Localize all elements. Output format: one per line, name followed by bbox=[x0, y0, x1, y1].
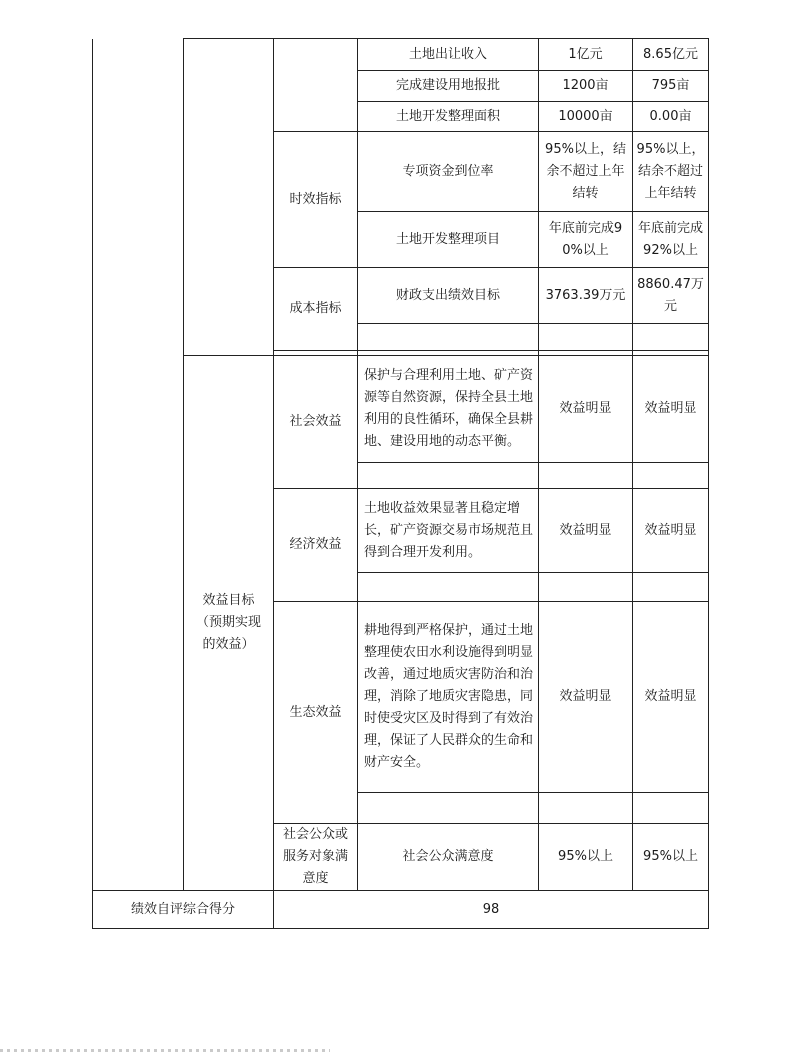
quantity-indicator-cell bbox=[274, 39, 358, 132]
actual-cell: 效益明显 bbox=[633, 356, 709, 463]
empty-cell bbox=[358, 793, 539, 824]
actual-cell: 0.00亩 bbox=[633, 102, 709, 132]
target-cell: 95%以上 bbox=[539, 824, 633, 891]
indicator-cell: 专项资金到位率 bbox=[358, 132, 539, 212]
target-cell: 效益明显 bbox=[539, 602, 633, 793]
cost-label: 成本指标 bbox=[274, 268, 358, 351]
table-row bbox=[93, 39, 709, 71]
indicator-cell: 财政支出绩效目标 bbox=[358, 268, 539, 324]
target-cell: 1亿元 bbox=[539, 39, 633, 71]
empty-cell bbox=[358, 573, 539, 602]
empty-cell bbox=[358, 463, 539, 489]
target-cell: 效益明显 bbox=[539, 489, 633, 573]
output-goal-cell bbox=[184, 39, 274, 356]
score-value: 98 bbox=[274, 891, 709, 929]
target-cell: 1200亩 bbox=[539, 71, 633, 102]
social-benefit-label: 社会效益 bbox=[274, 356, 358, 489]
actual-cell: 95%以上，结余不超过上年结转 bbox=[633, 132, 709, 212]
table-row bbox=[93, 891, 709, 929]
actual-cell: 8860.47万元 bbox=[633, 268, 709, 324]
indicator-cell: 完成建设用地报批 bbox=[358, 71, 539, 102]
benefit-goal-label: 效益目标（预期实现的效益） bbox=[184, 356, 274, 891]
empty-cell bbox=[539, 463, 633, 489]
target-cell: 10000亩 bbox=[539, 102, 633, 132]
empty-cell bbox=[633, 573, 709, 602]
actual-cell: 795亩 bbox=[633, 71, 709, 102]
indicator-cell: 耕地得到严格保护，通过土地整理使农田水利设施得到明显改善，通过地质灾害防治和治理，消除了地质灾害隐患，同时使受灾区及时得到了有效治理，保证了人民群众的生命和财产安全。 bbox=[358, 602, 539, 793]
empty-cell bbox=[633, 793, 709, 824]
timeliness-label: 时效指标 bbox=[274, 132, 358, 268]
empty-cell bbox=[539, 573, 633, 602]
actual-cell: 8.65亿元 bbox=[633, 39, 709, 71]
indicator-cell: 保护与合理利用土地、矿产资源等自然资源，保持全县土地利用的良性循环，确保全县耕地、建设用地的动态平衡。 bbox=[358, 356, 539, 463]
target-cell: 效益明显 bbox=[539, 356, 633, 463]
empty-cell bbox=[539, 793, 633, 824]
performance-table bbox=[92, 38, 709, 929]
score-label: 绩效自评综合得分 bbox=[93, 891, 274, 929]
indicator-cell: 土地开发整理项目 bbox=[358, 212, 539, 268]
actual-cell: 效益明显 bbox=[633, 602, 709, 793]
actual-cell: 95%以上 bbox=[633, 824, 709, 891]
empty-cell bbox=[633, 324, 709, 351]
indicator-cell: 土地开发整理面积 bbox=[358, 102, 539, 132]
indicator-cell: 社会公众满意度 bbox=[358, 824, 539, 891]
table-row bbox=[93, 356, 709, 463]
empty-cell bbox=[358, 324, 539, 351]
ecological-benefit-label: 生态效益 bbox=[274, 602, 358, 824]
category-cell bbox=[93, 39, 184, 891]
satisfaction-label: 社会公众或服务对象满意度 bbox=[274, 824, 358, 891]
empty-cell bbox=[539, 324, 633, 351]
target-cell: 95%以上，结余不超过上年结转 bbox=[539, 132, 633, 212]
target-cell: 年底前完成90%以上 bbox=[539, 212, 633, 268]
actual-cell: 年底前完成92%以上 bbox=[633, 212, 709, 268]
economic-benefit-label: 经济效益 bbox=[274, 489, 358, 602]
target-cell: 3763.39万元 bbox=[539, 268, 633, 324]
indicator-cell: 土地收益效果显著且稳定增长，矿产资源交易市场规范且得到合理开发利用。 bbox=[358, 489, 539, 573]
indicator-cell: 土地出让收入 bbox=[358, 39, 539, 71]
empty-cell bbox=[633, 463, 709, 489]
scan-artifact bbox=[0, 1049, 330, 1052]
actual-cell: 效益明显 bbox=[633, 489, 709, 573]
